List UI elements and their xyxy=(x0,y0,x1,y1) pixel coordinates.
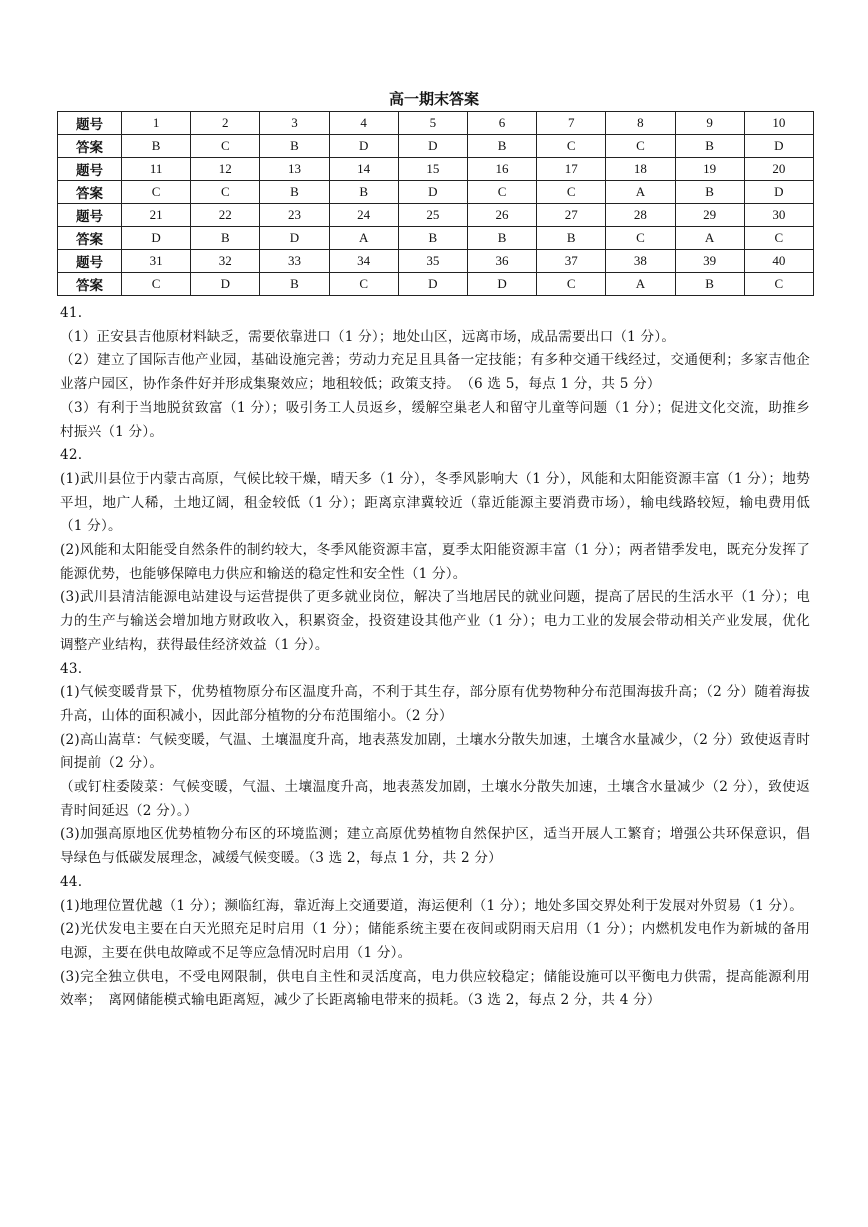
answer-cell: C xyxy=(191,181,260,204)
answer-cell: B xyxy=(675,135,744,158)
question-number: 41. xyxy=(60,305,83,321)
answer-table xyxy=(57,111,814,296)
answer-cell: D xyxy=(398,273,467,296)
question-number-cell: 18 xyxy=(606,158,675,181)
question-number-header: 题号 xyxy=(58,204,122,227)
answer-cell: B xyxy=(191,227,260,250)
answer-cell: D xyxy=(329,135,398,158)
question-number-cell: 33 xyxy=(260,250,329,273)
answer-cell: B xyxy=(467,135,536,158)
answer-cell: C xyxy=(191,135,260,158)
table-row xyxy=(58,250,814,273)
question-number-cell: 25 xyxy=(398,204,467,227)
answer-cell: D xyxy=(398,181,467,204)
question-number-cell: 29 xyxy=(675,204,744,227)
answer-cell: C xyxy=(606,227,675,250)
question-number-cell: 34 xyxy=(329,250,398,273)
question-number-cell: 38 xyxy=(606,250,675,273)
answer-header: 答案 xyxy=(58,135,122,158)
question-number-cell: 27 xyxy=(537,204,606,227)
answer-paragraph: (2)光伏发电主要在白天光照充足时启用（1 分）；储能系统主要在夜间或阴雨天启用（1 分）；内燃机发电作为新城的备用电源，主要在供电故障或不足等应急情况时启用（1 分）。 xyxy=(60,921,810,961)
answer-paragraph: （1）正安县吉他原材料缺乏，需要依靠进口（1 分）；地处山区，远离市场，成品需要出口（1 分）。 xyxy=(60,328,676,345)
answer-paragraph: (3)完全独立供电，不受电网限制，供电自主性和灵活度高，电力供应较稳定；储能设施可以平衡电力供需，提高能源利用效率； 离网储能模式输电距离短，减少了长距离输电带来的损耗。（3 选 2，每点 2 分，共 4 分） xyxy=(60,968,810,1009)
answer-cell: B xyxy=(398,227,467,250)
answer-cell: A xyxy=(675,227,744,250)
answer-paragraph: (2)风能和太阳能受自然条件的制约较大，冬季风能资源丰富，夏季太阳能资源丰富（1 分）；两者错季发电，既充分发挥了能源优势，也能够保障电力供应和输送的稳定性和安全性（1 分）。 xyxy=(60,542,810,582)
question-number-cell: 21 xyxy=(122,204,191,227)
answer-cell: C xyxy=(467,181,536,204)
answer-cell: B xyxy=(675,273,744,296)
answer-paragraph: (3)武川县清洁能源电站建设与运营提供了更多就业岗位，解决了当地居民的就业问题，提高了居民的生活水平（1 分）；电力的生产与输送会增加地方财政收入，积累资金，投资建设其他产业（1 分）；电力工业的发展会带动相关产业发展，优化调整产业结构，获得最佳经济效益（1 分）。 xyxy=(60,589,810,653)
question-number-cell: 20 xyxy=(744,158,813,181)
question-number-cell: 23 xyxy=(260,204,329,227)
question-number-cell: 15 xyxy=(398,158,467,181)
question-number-header: 题号 xyxy=(58,158,122,181)
question-number-cell: 7 xyxy=(537,112,606,135)
table-row xyxy=(58,181,814,204)
answer-cell: C xyxy=(744,227,813,250)
answer-cell: C xyxy=(122,273,191,296)
question-number-header: 题号 xyxy=(58,250,122,273)
answer-cell: D xyxy=(191,273,260,296)
answer-cell: D xyxy=(467,273,536,296)
answer-cell: C xyxy=(744,273,813,296)
answer-cell: C xyxy=(537,135,606,158)
table-row xyxy=(58,227,814,250)
question-number-cell: 14 xyxy=(329,158,398,181)
question-number-cell: 37 xyxy=(537,250,606,273)
question-number-header: 题号 xyxy=(58,112,122,135)
question-number-cell: 11 xyxy=(122,158,191,181)
question-number-cell: 2 xyxy=(191,112,260,135)
answer-cell: B xyxy=(537,227,606,250)
answer-paragraph: （或钉柱委陵菜：气候变暖，气温、土壤温度升高，地表蒸发加剧，土壤水分散失加速，土壤含水量减少（2 分），致使返青时间延迟（2 分）。） xyxy=(60,779,810,819)
answer-paragraph: （2）建立了国际吉他产业园，基础设施完善；劳动力充足且具备一定技能；有多种交通干线经过，交通便利；多家吉他企业落户园区，协作条件好并形成集聚效应；地租较低；政策支持。 （6 选 5，每点 1 分，共 5 分） xyxy=(60,352,810,393)
answer-cell: B xyxy=(260,273,329,296)
question-number-cell: 30 xyxy=(744,204,813,227)
question-number-cell: 22 xyxy=(191,204,260,227)
answer-cell: D xyxy=(744,135,813,158)
answer-paragraph: (1)气候变暖背景下，优势植物原分布区温度升高，不利于其生存，部分原有优势物种分布范围海拔升高；（2 分）随着海拔升高，山体的面积减小，因此部分植物的分布范围缩小。（2 分） xyxy=(60,684,810,724)
table-row xyxy=(58,112,814,135)
question-number-cell: 19 xyxy=(675,158,744,181)
question-number-cell: 12 xyxy=(191,158,260,181)
answer-paragraph: （3）有利于当地脱贫致富（1 分）；吸引务工人员返乡，缓解空巢老人和留守儿童等问题（1 分）；促进文化交流，助推乡村振兴（1 分）。 xyxy=(60,399,810,440)
question-number-cell: 10 xyxy=(744,112,813,135)
answer-cell: B xyxy=(260,135,329,158)
answer-cell: D xyxy=(398,135,467,158)
table-row xyxy=(58,204,814,227)
table-row xyxy=(58,135,814,158)
answer-paragraph: (2)高山嵩草：气候变暖，气温、土壤温度升高，地表蒸发加剧，土壤水分散失加速，土壤含水量减少，（2 分）致使返青时间提前（2 分）。 xyxy=(60,731,810,772)
answer-header: 答案 xyxy=(58,273,122,296)
answer-cell: C xyxy=(537,181,606,204)
answer-cell: B xyxy=(675,181,744,204)
question-number-cell: 6 xyxy=(467,112,536,135)
answer-cell: A xyxy=(606,273,675,296)
answer-header: 答案 xyxy=(58,227,122,250)
answer-cell: A xyxy=(606,181,675,204)
question-number-cell: 5 xyxy=(398,112,467,135)
answer-cell: C xyxy=(329,273,398,296)
question-number-cell: 39 xyxy=(675,250,744,273)
question-number-cell: 16 xyxy=(467,158,536,181)
question-number-cell: 24 xyxy=(329,204,398,227)
answer-cell: B xyxy=(467,227,536,250)
question-number-cell: 31 xyxy=(122,250,191,273)
answer-header: 答案 xyxy=(58,181,122,204)
answer-cell: C xyxy=(122,181,191,204)
answer-cell: D xyxy=(260,227,329,250)
question-number-cell: 13 xyxy=(260,158,329,181)
question-number: 42. xyxy=(60,447,83,464)
page-title: 高一期末答案 xyxy=(388,90,479,108)
question-number-cell: 3 xyxy=(260,112,329,135)
answer-cell: C xyxy=(537,273,606,296)
question-number-cell: 9 xyxy=(675,112,744,135)
answer-cell: A xyxy=(329,227,398,250)
answer-cell: C xyxy=(606,135,675,158)
question-number-cell: 26 xyxy=(467,204,536,227)
answer-paragraph: (3)加强高原地区优势植物分布区的环境监测；建立高原优势植物自然保护区，适当开展人工繁育；增强公共环保意识，倡导绿色与低碳发展理念，减缓气候变暖。（3 选 2，每点 1 分，共 2 分） xyxy=(60,826,810,867)
answer-paragraph: (1)武川县位于内蒙古高原，气候比较干燥，晴天多（1 分），冬季风影响大（1 分），风能和太阳能资源丰富（1 分）；地势平坦，地广人稀，土地辽阔，租金较低（1 分）；距离京津冀较近（靠近能源主要消费市场），输电线路较短，输电费用低（1 分）。 xyxy=(60,470,810,535)
answer-cell: B xyxy=(260,181,329,204)
question-number-cell: 8 xyxy=(606,112,675,135)
answer-explanations xyxy=(60,302,810,1013)
answer-cell: B xyxy=(122,135,191,158)
answer-cell: D xyxy=(744,181,813,204)
question-number-cell: 35 xyxy=(398,250,467,273)
question-number: 44. xyxy=(60,873,83,890)
question-number-cell: 17 xyxy=(537,158,606,181)
answer-paragraph: (1)地理位置优越（1 分）；濒临红海，靠近海上交通要道，海运便利（1 分）；地处多国交界处利于发展对外贸易（1 分）。 xyxy=(60,897,804,914)
question-number-cell: 40 xyxy=(744,250,813,273)
question-number: 43. xyxy=(60,660,83,677)
table-row xyxy=(58,158,814,181)
question-number-cell: 28 xyxy=(606,204,675,227)
question-number-cell: 36 xyxy=(467,250,536,273)
answer-cell: B xyxy=(329,181,398,204)
answer-cell: D xyxy=(122,227,191,250)
answer-table-body xyxy=(58,112,814,296)
question-number-cell: 1 xyxy=(122,112,191,135)
question-number-cell: 4 xyxy=(329,112,398,135)
table-row xyxy=(58,273,814,296)
question-number-cell: 32 xyxy=(191,250,260,273)
